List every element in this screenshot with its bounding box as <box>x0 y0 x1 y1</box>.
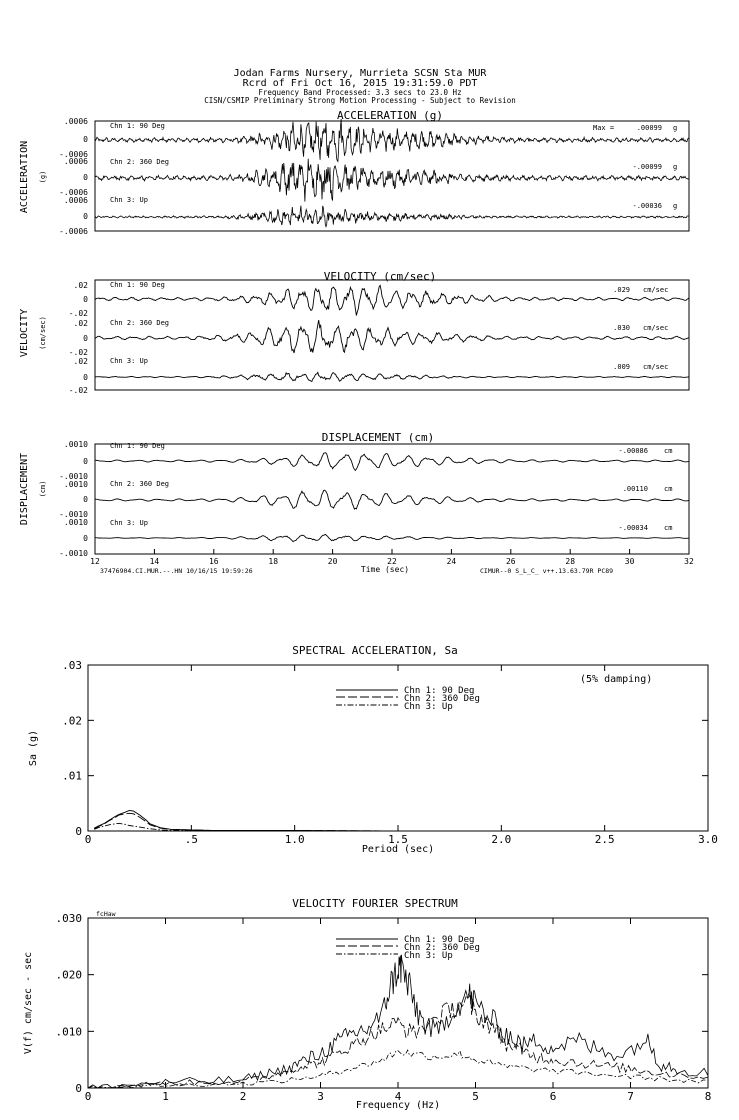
displacement-chn3-trace <box>95 535 689 542</box>
acceleration-ytick-zero-3: 0 <box>83 212 88 221</box>
time-axis-tick-label: 26 <box>505 557 516 566</box>
header-station: Jodan Farms Nursery, Murrieta SCSN Sta MUR <box>233 68 487 79</box>
acceleration-ytick-bottom-3: -.0006 <box>59 227 88 236</box>
velocity-ytick-top-3: .02 <box>73 357 88 366</box>
velocity-ylabel: VELOCITY <box>19 308 30 358</box>
velocity-chn3-trace <box>95 372 689 381</box>
header-band: Frequency Band Processed: 3.3 secs to 23.0 Hz <box>258 88 462 97</box>
velocity-ytick-zero-1: 0 <box>83 295 88 304</box>
spectral-axes <box>62 659 718 846</box>
acceleration-frame <box>95 121 689 231</box>
acceleration-max-label: Max = <box>593 124 615 132</box>
displacement-ytick-top-3: .0010 <box>63 518 88 527</box>
velocity-chn2-peak: .030 <box>613 324 630 332</box>
spectral-series-chn1 <box>94 811 708 832</box>
displacement-ytick-bottom-1: -.0010 <box>59 472 88 481</box>
velocity-chn2-label: Chn 2: 360 Deg <box>110 319 170 327</box>
displacement-ytick-zero-1: 0 <box>83 457 88 466</box>
fourier-legend <box>336 935 480 961</box>
acceleration-chn2-trace <box>95 159 689 202</box>
velocity-ytick-bottom-3: -.02 <box>68 386 88 395</box>
fourier-frame <box>88 918 708 1088</box>
header-record: Rcrd of Fri Oct 16, 2015 19:31:59.0 PDT <box>242 78 478 89</box>
velocity-chn2-trace <box>95 320 689 353</box>
velocity-chn3-peak-unit: cm/sec <box>643 363 669 371</box>
acceleration-ytick-bottom-1: -.0006 <box>59 150 88 159</box>
fourier-title: VELOCITY FOURIER SPECTRUM <box>292 897 458 910</box>
y-tick-label: .020 <box>55 968 82 982</box>
displacement-chn2-peak: .00110 <box>622 485 648 493</box>
acceleration-chn3-label: Chn 3: Up <box>110 196 148 204</box>
acceleration-chn1-peak-unit: g <box>673 124 678 132</box>
velocity-ytick-bottom-2: -.02 <box>68 348 88 357</box>
acceleration-ytick-top-2: .0006 <box>63 157 88 166</box>
acceleration-chn1-peak: .00099 <box>636 124 662 132</box>
time-axis-tick-label: 24 <box>446 557 457 566</box>
velocity-chn1-peak: .029 <box>613 286 630 294</box>
x-tick-label: 5 <box>472 1090 479 1103</box>
displacement-chn2-trace <box>95 490 689 509</box>
fourier-legend-chn3: Chn 3: Up <box>404 951 453 961</box>
spectral-title: SPECTRAL ACCELERATION, Sa <box>292 644 458 657</box>
fourier-corner-label: fcHaw <box>96 910 116 918</box>
displacement-title: DISPLACEMENT (cm) <box>321 431 435 444</box>
spectral-series-chn2 <box>94 813 708 831</box>
velocity-frame <box>95 280 689 390</box>
x-tick-label: 0 <box>84 1090 92 1103</box>
time-axis-tick-label: 32 <box>684 557 694 566</box>
y-tick-label: .01 <box>62 769 82 783</box>
time-axis-tick-label: 14 <box>149 557 160 566</box>
fourier-xlabel: Frequency (Hz) <box>355 1100 441 1111</box>
displacement-chn1-trace <box>95 453 689 471</box>
acceleration-chn2-peak: -.00099 <box>632 163 662 171</box>
spectral-legend <box>336 686 480 712</box>
velocity-chn1-trace <box>95 285 689 315</box>
fourier-axes <box>56 912 712 1103</box>
y-tick-label: .010 <box>55 1025 82 1039</box>
x-tick-label: 3.0 <box>698 833 718 846</box>
displacement-ytick-top-2: .0010 <box>63 480 88 489</box>
displacement-panel <box>19 431 694 575</box>
acceleration-ytick-bottom-2: -.0006 <box>59 188 88 197</box>
spectral-legend-chn1: Chn 1: 90 Deg <box>404 686 475 696</box>
fourier-legend-chn2: Chn 2: 360 Deg <box>404 943 480 953</box>
x-tick-label: 2 <box>239 1090 247 1103</box>
spectral-legend-chn3: Chn 3: Up <box>404 702 453 712</box>
velocity-chn3-peak: .009 <box>613 363 630 371</box>
x-tick-label: 3 <box>317 1090 324 1103</box>
time-axis-label: Time (sec) <box>360 565 410 574</box>
velocity-yunit: (cm/sec) <box>39 316 47 350</box>
acceleration-ytick-top-1: .0006 <box>63 117 88 126</box>
x-tick-label: 8 <box>704 1090 712 1103</box>
velocity-ytick-bottom-1: -.02 <box>68 309 88 318</box>
x-tick-label: 4 <box>394 1090 402 1103</box>
velocity-panel <box>19 270 689 395</box>
displacement-frame <box>95 444 689 554</box>
spectral-damping-note: (5% damping) <box>580 674 653 685</box>
acceleration-chn1-label: Chn 1: 90 Deg <box>110 122 165 130</box>
time-axis <box>90 549 694 566</box>
time-axis-tick-label: 22 <box>387 557 397 566</box>
fourier-legend-chn1: Chn 1: 90 Deg <box>404 935 475 945</box>
acceleration-title: ACCELERATION (g) <box>337 109 443 122</box>
displacement-ytick-bottom-3: -.0010 <box>59 549 88 558</box>
displacement-chn1-peak-unit: cm <box>664 447 673 455</box>
x-tick-label: 2.5 <box>594 833 615 846</box>
footer-left: 37476904.CI.MUR.--.HN 10/16/15 19:59:26 <box>100 567 253 575</box>
fourier-series-chn2 <box>88 994 708 1088</box>
displacement-chn1-peak: -.00086 <box>618 447 648 455</box>
x-tick-label: 6 <box>549 1090 557 1103</box>
displacement-chn2-label: Chn 2: 360 Deg <box>110 480 170 488</box>
time-axis-tick-label: 16 <box>208 557 219 566</box>
displacement-ytick-top-1: .0010 <box>63 440 88 449</box>
velocity-ytick-top-2: .02 <box>73 319 88 328</box>
acceleration-chn2-label: Chn 2: 360 Deg <box>110 158 170 166</box>
acceleration-chn3-peak-unit: g <box>673 202 678 210</box>
y-tick-label: 0 <box>75 825 82 838</box>
spectral-acceleration-panel <box>28 644 718 855</box>
velocity-chn3-label: Chn 3: Up <box>110 357 148 365</box>
x-tick-label: 1.0 <box>284 833 305 846</box>
acceleration-chn3-peak: -.00036 <box>632 202 662 210</box>
velocity-chn2-peak-unit: cm/sec <box>643 324 669 332</box>
y-tick-label: .030 <box>55 912 82 925</box>
displacement-chn3-peak-unit: cm <box>664 524 673 532</box>
acceleration-ytick-zero-2: 0 <box>83 173 88 182</box>
displacement-ytick-zero-3: 0 <box>83 534 88 543</box>
time-axis-tick-label: 30 <box>624 557 635 566</box>
acceleration-ytick-zero-1: 0 <box>83 135 88 144</box>
spectral-ylabel: Sa (g) <box>28 729 39 767</box>
acceleration-chn2-peak-unit: g <box>673 163 678 171</box>
x-tick-label: .5 <box>184 833 198 846</box>
acceleration-panel <box>19 109 689 236</box>
report-header <box>204 68 516 105</box>
y-tick-label: .02 <box>62 714 82 728</box>
footer-right: CIMUR--0 S_L_C_ v++.13.63.79R PC89 <box>480 567 614 575</box>
time-axis-tick-label: 28 <box>565 557 576 566</box>
velocity-title: VELOCITY (cm/sec) <box>323 270 437 283</box>
velocity-ytick-top-1: .02 <box>73 281 88 290</box>
acceleration-chn3-trace <box>95 206 689 227</box>
x-tick-label: 1.5 <box>388 833 408 846</box>
acceleration-yunit: (g) <box>39 170 47 184</box>
x-tick-label: 0 <box>84 833 92 846</box>
fourier-series-chn1 <box>88 955 708 1088</box>
velocity-chn1-peak-unit: cm/sec <box>643 286 669 294</box>
y-tick-label: .03 <box>62 659 82 672</box>
time-axis-tick-label: 12 <box>90 557 100 566</box>
y-tick-label: 0 <box>75 1082 82 1095</box>
x-tick-label: 1 <box>162 1090 169 1103</box>
time-axis-tick-label: 18 <box>268 557 279 566</box>
acceleration-ytick-top-3: .0006 <box>63 196 88 205</box>
spectral-legend-chn2: Chn 2: 360 Deg <box>404 694 480 704</box>
spectral-xlabel: Period (sec) <box>361 844 435 855</box>
displacement-chn3-peak: -.00034 <box>618 524 648 532</box>
time-axis-tick-label: 20 <box>327 557 338 566</box>
acceleration-ylabel: ACCELERATION <box>19 140 30 214</box>
x-tick-label: 2.0 <box>491 833 512 846</box>
velocity-ytick-zero-2: 0 <box>83 334 88 343</box>
velocity-ytick-zero-3: 0 <box>83 373 88 382</box>
displacement-chn1-label: Chn 1: 90 Deg <box>110 442 165 450</box>
displacement-ylabel: DISPLACEMENT <box>19 452 30 526</box>
fourier-spectrum-panel <box>23 897 711 1111</box>
fourier-ylabel: V(f) cm/sec - sec <box>23 951 34 1055</box>
x-tick-label: 7 <box>627 1090 634 1103</box>
displacement-chn2-peak-unit: cm <box>664 485 673 493</box>
displacement-ytick-zero-2: 0 <box>83 495 88 504</box>
velocity-chn1-label: Chn 1: 90 Deg <box>110 281 165 289</box>
displacement-yunit: (cm) <box>39 480 47 498</box>
header-disclaimer: CISN/CSMIP Preliminary Strong Motion Processing - Subject to Revision <box>204 96 516 105</box>
displacement-chn3-label: Chn 3: Up <box>110 519 148 527</box>
displacement-ytick-bottom-2: -.0010 <box>59 510 88 519</box>
